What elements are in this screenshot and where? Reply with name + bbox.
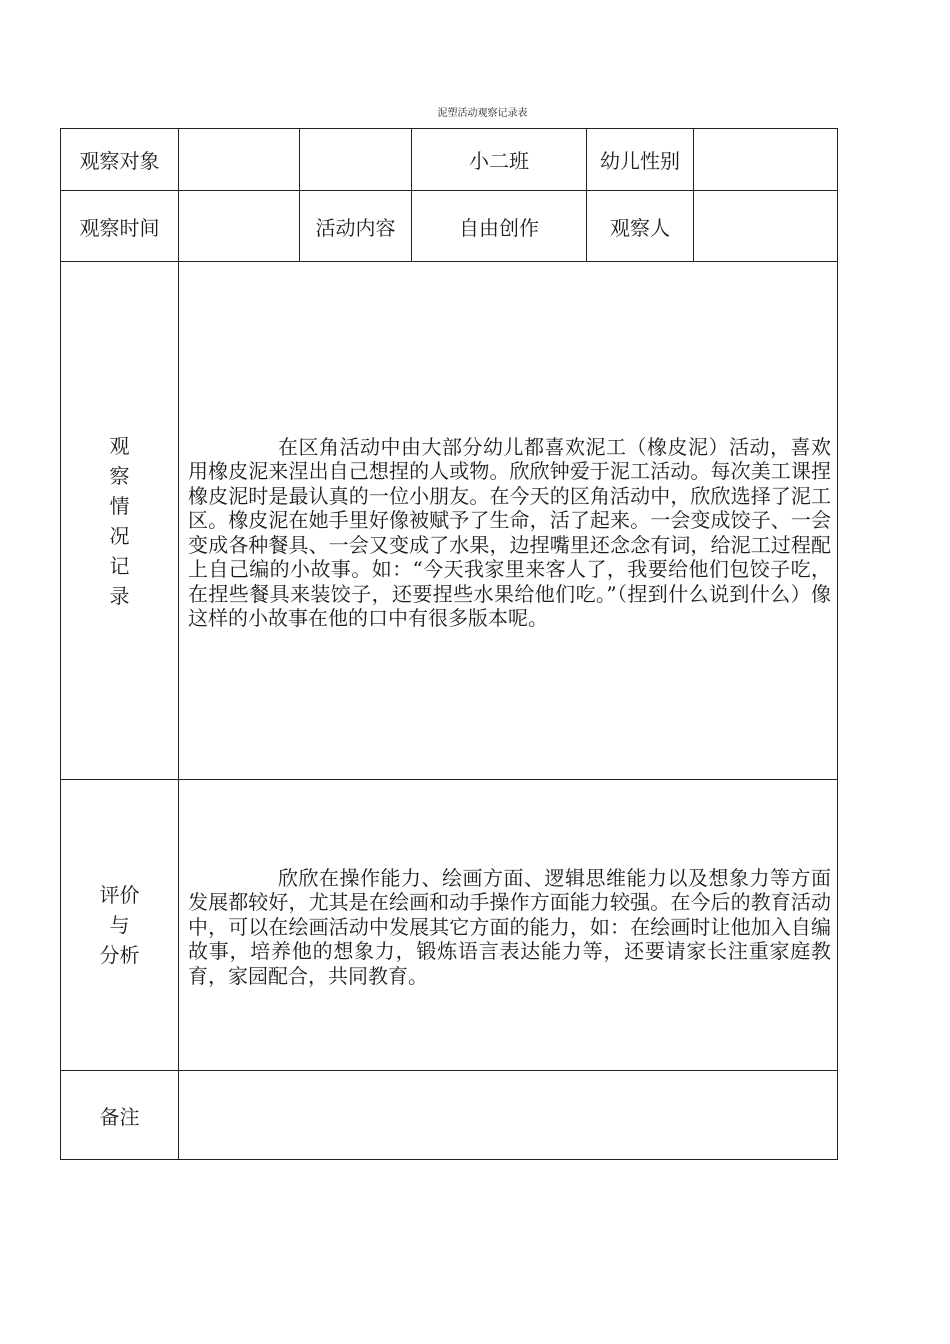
label-observer: 观察人 <box>587 191 694 262</box>
observer-value[interactable] <box>694 191 838 262</box>
label-remarks: 备注 <box>61 1071 179 1160</box>
row-remarks <box>61 1071 838 1160</box>
observation-subject-value[interactable] <box>179 129 300 191</box>
label-observation-record <box>61 262 179 780</box>
observation-form-table <box>60 128 838 1160</box>
label-observation-time: 观察时间 <box>61 191 179 262</box>
label-line: 与 <box>109 913 130 937</box>
label-char: 情 <box>109 493 130 518</box>
row-subject <box>61 129 838 191</box>
document-title: 泥塑活动观察记录表 <box>437 108 528 119</box>
row-observation-record <box>61 262 838 780</box>
label-evaluation-analysis <box>61 780 179 1071</box>
activity-content-value: 自由创作 <box>412 191 587 262</box>
observation-time-value[interactable] <box>179 191 300 262</box>
remarks-value[interactable] <box>179 1071 838 1160</box>
label-line: 评价 <box>99 883 140 907</box>
row-time <box>61 191 838 262</box>
label-char: 记 <box>109 553 130 578</box>
label-activity-content: 活动内容 <box>300 191 412 262</box>
label-char: 况 <box>109 523 130 548</box>
empty-cell[interactable] <box>300 129 412 191</box>
row-evaluation <box>61 780 838 1071</box>
class-value: 小二班 <box>412 129 587 191</box>
child-gender-value[interactable] <box>694 129 838 191</box>
label-char: 观 <box>109 433 130 458</box>
label-char: 察 <box>109 463 130 488</box>
label-observation-subject: 观察对象 <box>61 129 179 191</box>
observation-record-cell[interactable] <box>179 262 838 780</box>
label-child-gender: 幼儿性别 <box>587 129 694 191</box>
label-line: 分析 <box>99 943 140 967</box>
evaluation-analysis-text: 欣欣在操作能力、绘画方面、逻辑思维能力以及想象力等方面发展都较好，尤其是在绘画和动手操作方面能力较强。在今后的教育活动中，可以在绘画活动中发展其它方面的能力，如：在绘画时让他加入自编故事，培养他的想象力，锻炼语言表达能力等，还要请家长注重家庭教育，家园配合，共同教育。 <box>188 865 831 988</box>
observation-record-text: 在区角活动中由大部分幼儿都喜欢泥工（橡皮泥）活动，喜欢用橡皮泥来涅出自己想捏的人或物。欣欣钟爱于泥工活动。每次美工课捏橡皮泥时是最认真的一位小朋友。在今天的区角活动中，欣欣选择了泥工区。橡皮泥在她手里好像被赋予了生命，活了起来。一会变成饺子、一会变成各种餐具、一会又变成了水果，边捏嘴里还念念有词，给泥工过程配上自己编的小故事。如：“今天我家里来客人了，我要给他们包饺子吃，在捏些餐具来装饺子，还要捏些水果给他们吃。”（捏到什么说到什么）像这样的小故事在他的口中有很多版本呢。 <box>188 434 831 630</box>
label-char: 录 <box>109 583 130 608</box>
evaluation-analysis-cell[interactable] <box>179 780 838 1071</box>
